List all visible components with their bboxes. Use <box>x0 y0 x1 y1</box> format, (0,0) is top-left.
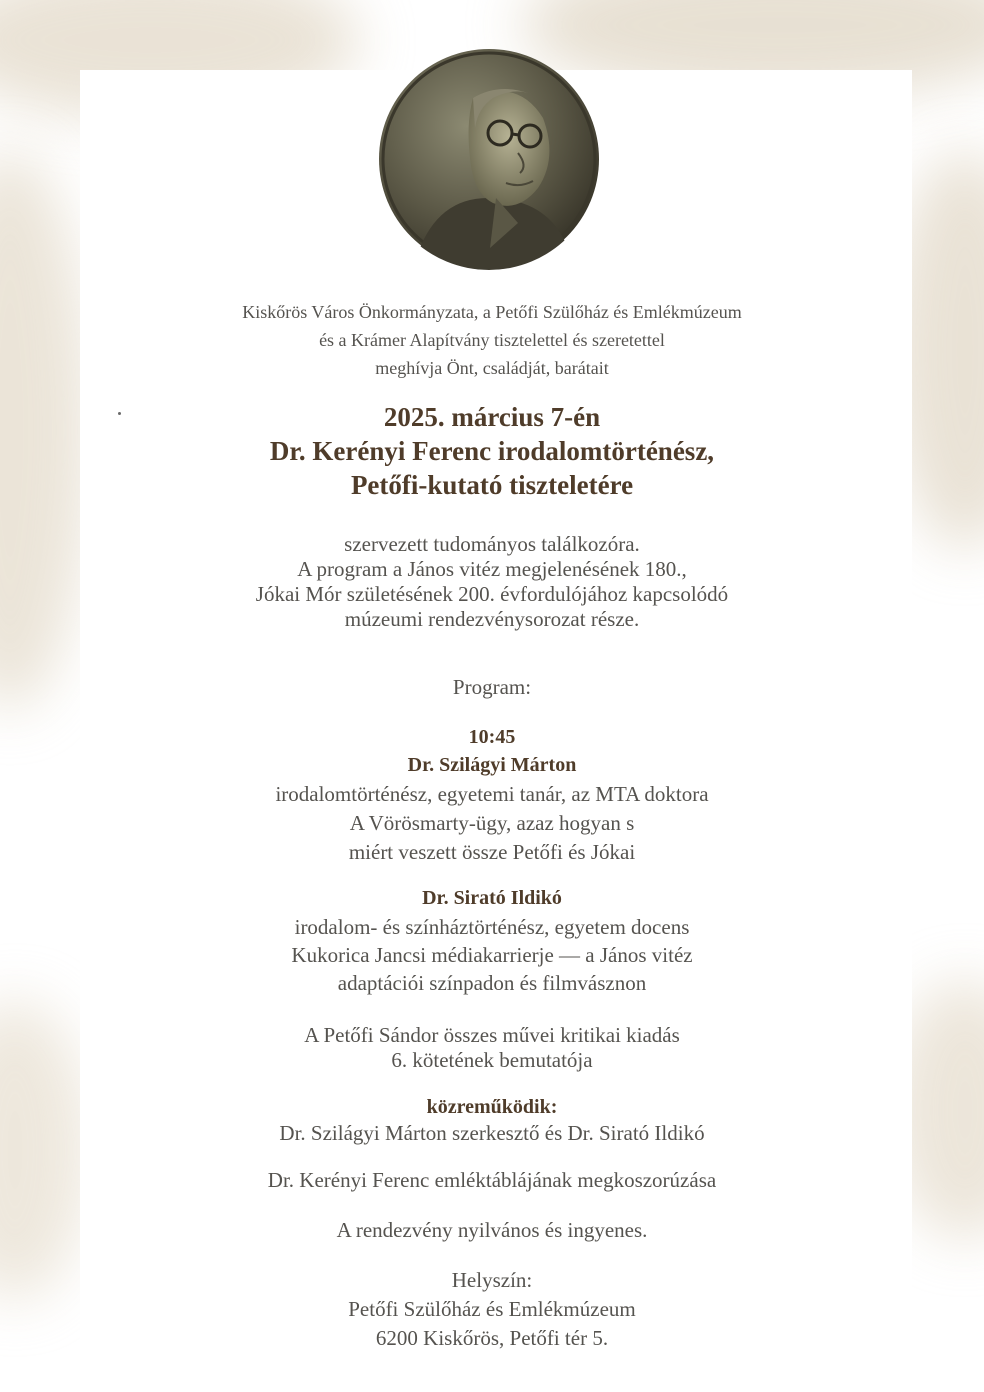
speaker-details <box>0 913 984 997</box>
honoree-line: Petőfi-kutató tiszteletére <box>350 470 634 500</box>
program-time: 10:45 <box>468 726 516 748</box>
event-date: 2025. március 7-én <box>383 402 601 432</box>
talk-title: adaptációi színpadon és filmvásznon <box>337 971 647 995</box>
talk-title: Kukorica Jancsi médiakarrierje — a János vitéz <box>291 943 693 967</box>
intro-line: Kiskőrös Város Önkormányzata, a Petőfi Szülőház és Emlékmúzeum <box>242 302 742 322</box>
intro-line: és a Krámer Alapítvány tisztelettel és szeretettel <box>319 330 665 350</box>
description-line: múzeumi rendezvénysorozat része. <box>344 607 640 631</box>
event-description <box>0 532 984 632</box>
speaker-title: irodalomtörténész, egyetemi tanár, az MTA doktora <box>275 782 709 806</box>
talk-title: miért veszett össze Petőfi és Jókai <box>348 840 636 864</box>
venue-label: Helyszín: <box>451 1268 533 1292</box>
speaker-name: Dr. Sirató Ildikó <box>422 887 562 909</box>
speaker-details <box>0 780 984 867</box>
description-line: A program a János vitéz megjelenésének 180., <box>297 557 687 581</box>
contributors-text: Dr. Szilágyi Márton szerkesztő és Dr. Sirató Ildikó <box>279 1121 705 1145</box>
bronze-medallion-portrait-icon <box>378 48 600 270</box>
headline <box>0 400 984 502</box>
public-notice: A rendezvény nyilvános és ingyenes. <box>336 1218 648 1242</box>
venue-address: 6200 Kiskőrös, Petőfi tér 5. <box>375 1326 609 1350</box>
description-line: Jókai Mór születésének 200. évfordulójához kapcsolódó <box>255 582 729 606</box>
speaker-name: Dr. Szilágyi Márton <box>407 754 577 776</box>
speaker-title: irodalom- és színháztörténész, egyetem docens <box>294 915 690 939</box>
description-line: szervezett tudományos találkozóra. <box>344 532 640 556</box>
book-line: A Petőfi Sándor összes művei kritikai kiadás <box>304 1023 680 1047</box>
book-presentation <box>0 1023 984 1073</box>
wreath-ceremony: Dr. Kerényi Ferenc emléktáblájának megkoszorúzása <box>267 1168 717 1192</box>
contributors <box>0 1094 984 1146</box>
honoree-line: Dr. Kerényi Ferenc irodalomtörténész, <box>269 436 715 466</box>
intro-text <box>0 298 984 382</box>
contributors-label: közreműködik: <box>426 1096 558 1118</box>
venue-name: Petőfi Szülőház és Emlékmúzeum <box>348 1297 636 1321</box>
book-line: 6. kötetének bemutatója <box>391 1048 593 1072</box>
program-label: Program: <box>452 675 532 699</box>
talk-title: A Vörösmarty-ügy, azaz hogyan s <box>349 811 635 835</box>
intro-line: meghívja Önt, családját, barátait <box>375 358 609 378</box>
venue <box>0 1266 984 1353</box>
